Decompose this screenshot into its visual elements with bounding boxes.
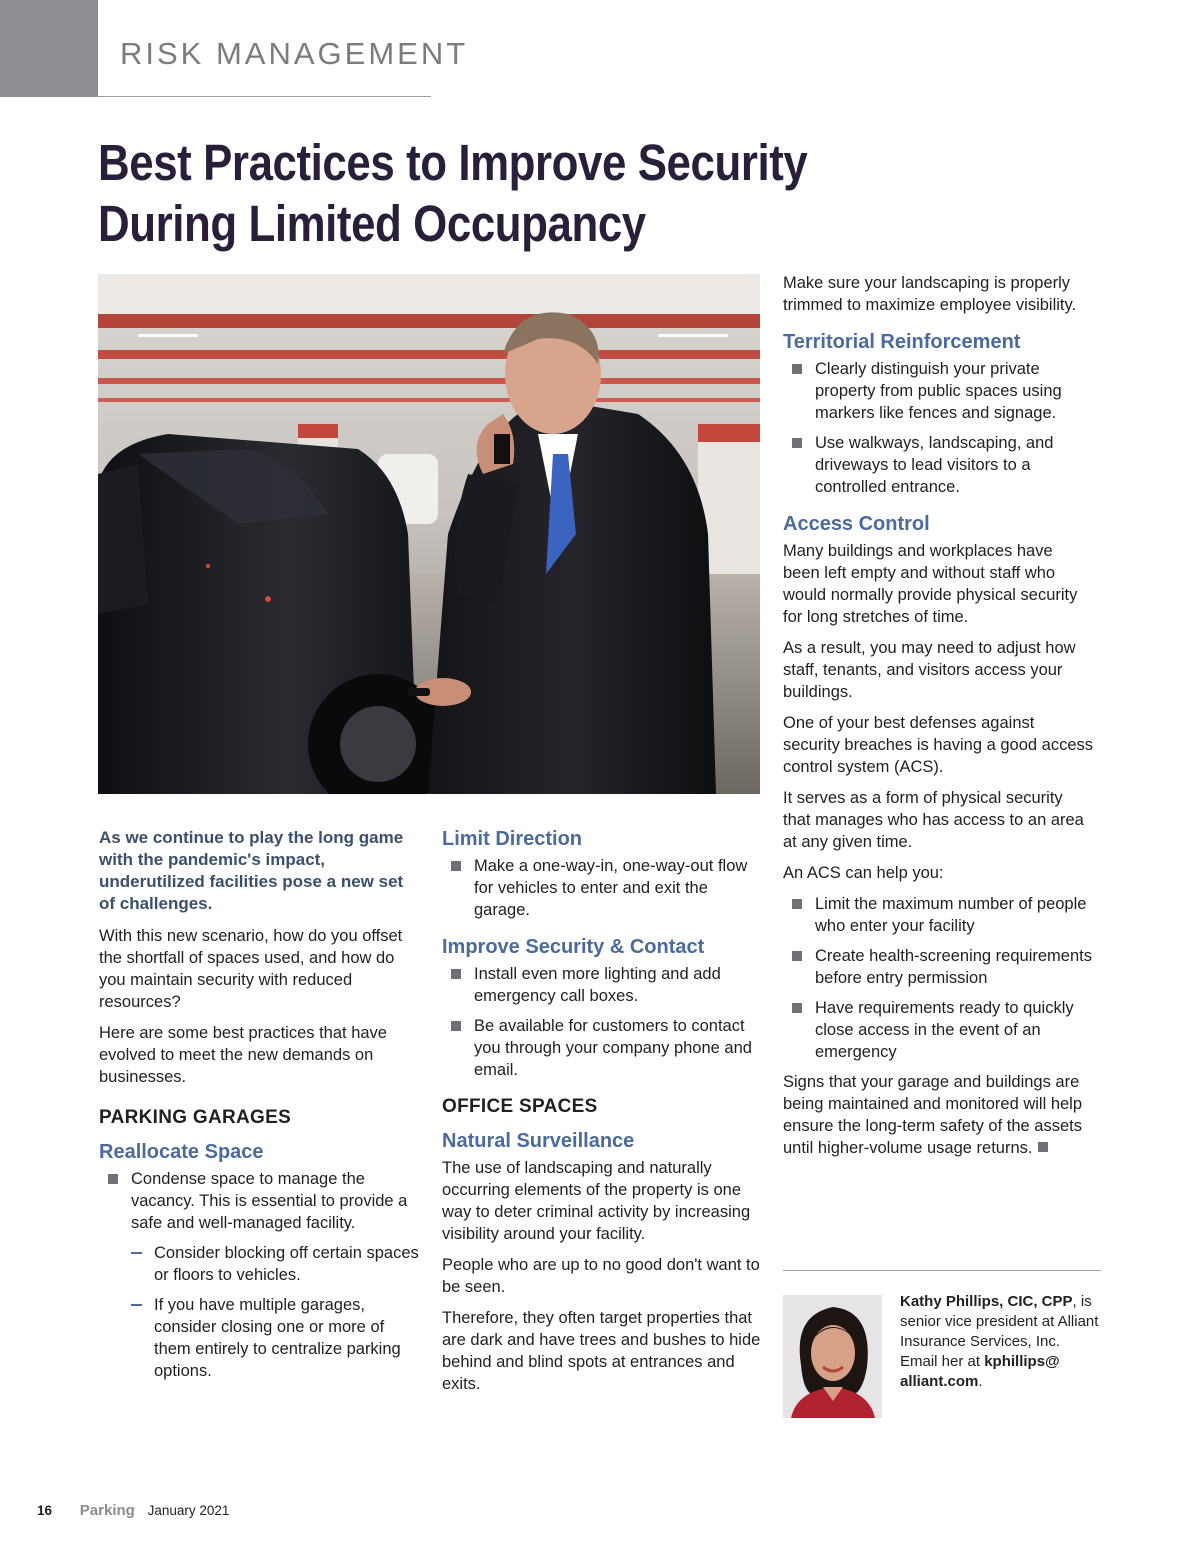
sub-list-item: If you have multiple garages, consider closing one or more of them entirely to centralize parking options. bbox=[131, 1294, 419, 1382]
column-3 bbox=[783, 272, 1093, 1168]
column-2 bbox=[442, 827, 762, 1404]
bullet-square-icon bbox=[451, 861, 461, 871]
bullet-square-icon bbox=[792, 899, 802, 909]
section-label: RISK MANAGEMENT bbox=[120, 36, 469, 71]
access-paragraph-2: As a result, you may need to adjust how staff, tenants, and visitors access your buildings. bbox=[783, 639, 1076, 701]
access-paragraph-5: An ACS can help you: bbox=[783, 864, 944, 882]
natural-paragraph-2: People who are up to no good don't want to be seen. bbox=[442, 1256, 760, 1296]
dash-icon bbox=[131, 1252, 142, 1254]
sub-list bbox=[131, 1242, 419, 1382]
access-control-heading: Access Control bbox=[783, 513, 930, 535]
section-rule bbox=[98, 96, 431, 97]
end-mark-icon bbox=[1038, 1142, 1048, 1152]
issue-date: January 2021 bbox=[147, 1503, 230, 1518]
improve-security-list bbox=[451, 963, 762, 1081]
natural-paragraph-4: Make sure your landscaping is properly trimmed to maximize employee visibility. bbox=[783, 274, 1077, 314]
acs-list bbox=[792, 893, 1093, 1063]
list-item: Create health-screening requirements before entry permission bbox=[792, 945, 1093, 989]
column-1 bbox=[99, 827, 419, 1390]
natural-surveillance-heading: Natural Surveillance bbox=[442, 1130, 635, 1152]
bullet-square-icon bbox=[792, 951, 802, 961]
natural-paragraph-1: The use of landscaping and naturally occurring elements of the property is one way to deter criminal activity by increasing visibility around your facility. bbox=[442, 1159, 751, 1243]
bio-divider bbox=[783, 1270, 1101, 1271]
author-photo bbox=[783, 1295, 882, 1418]
bullet-square-icon bbox=[451, 1021, 461, 1031]
office-spaces-heading: OFFICE SPACES bbox=[442, 1096, 598, 1117]
bullet-square-icon bbox=[792, 438, 802, 448]
section-tab bbox=[0, 0, 98, 97]
list-item: Condense space to manage the vacancy. This is essential to provide a safe and well-managed facility. Consider blocking off certain spaces or floors to vehicles. If you have multiple garages, consider closing one or more of them entirely to centralize parking options. bbox=[108, 1168, 419, 1382]
reallocate-list bbox=[108, 1168, 419, 1382]
author-description: is senior vice president at Alliant Insurance Services, Inc. Email her at bbox=[900, 1293, 1099, 1370]
improve-security-heading: Improve Security & Contact bbox=[442, 936, 705, 958]
limit-direction-list bbox=[451, 855, 762, 921]
limit-direction-heading: Limit Direction bbox=[442, 828, 583, 850]
natural-paragraph-3: Therefore, they often target properties that are dark and have trees and bushes to hide behind and blind spots at entrances and exits. bbox=[442, 1309, 761, 1393]
territorial-reinforcement-heading: Territorial Reinforcement bbox=[783, 331, 1021, 353]
list-item: Make a one-way-in, one-way-out flow for vehicles to enter and exit the garage. bbox=[451, 855, 762, 921]
article-photo bbox=[98, 274, 760, 794]
list-item: Install even more lighting and add emergency call boxes. bbox=[451, 963, 762, 1007]
access-paragraph-4: It serves as a form of physical security that manages who has access to an area at any given time. bbox=[783, 789, 1084, 851]
intro-paragraph-1: With this new scenario, how do you offset the shortfall of spaces used, and how do you maintain security with reduced resources? bbox=[99, 927, 403, 1011]
sub-list-item: Consider blocking off certain spaces or floors to vehicles. bbox=[131, 1242, 419, 1286]
access-paragraph-3: One of your best defenses against security breaches is having a good access control system (ACS). bbox=[783, 714, 1094, 776]
author-bio: Kathy Phillips, CIC, CPP, is senior vice president at Alliant Insurance Services, Inc. Email her at kphillips@ alliant.com. bbox=[900, 1293, 1099, 1390]
page-footer bbox=[37, 1501, 229, 1521]
list-item: Have requirements ready to quickly close access in the event of an emergency bbox=[792, 997, 1093, 1063]
intro-paragraph-2: Here are some best practices that have evolved to meet the new demands on businesses. bbox=[99, 1024, 387, 1086]
territorial-list bbox=[792, 358, 1093, 498]
closing-paragraph: Signs that your garage and buildings are being maintained and monitored will help ensure the long-term safety of the assets until higher-volume usage returns. bbox=[783, 1073, 1083, 1157]
bullet-square-icon bbox=[451, 969, 461, 979]
magazine-name: Parking bbox=[79, 1502, 135, 1519]
article-title bbox=[98, 132, 808, 254]
author-name: Kathy Phillips, CIC, CPP bbox=[900, 1293, 1073, 1310]
title-line-1: Best Practices to Improve Security bbox=[98, 134, 808, 191]
author-email[interactable]: kphillips@ alliant.com bbox=[900, 1353, 1060, 1390]
page-number: 16 bbox=[37, 1503, 53, 1518]
access-paragraph-1: Many buildings and workplaces have been left empty and without staff who would normally provide physical security for long stretches of time. bbox=[783, 542, 1078, 626]
list-item: Use walkways, landscaping, and driveways to lead visitors to a controlled entrance. bbox=[792, 432, 1093, 498]
bullet-square-icon bbox=[108, 1174, 118, 1184]
bullet-square-icon bbox=[792, 364, 802, 374]
dash-icon bbox=[131, 1304, 142, 1306]
parking-garages-heading: PARKING GARAGES bbox=[99, 1107, 292, 1128]
title-line-2: During Limited Occupancy bbox=[98, 195, 646, 252]
list-item: Be available for customers to contact you through your company phone and email. bbox=[451, 1015, 762, 1081]
lead-paragraph: As we continue to play the long game with the pandemic's impact, underutilized facilities pose a new set of challenges. bbox=[99, 828, 404, 913]
list-item: Clearly distinguish your private property from public spaces using markers like fences and signage. bbox=[792, 358, 1093, 424]
reallocate-space-heading: Reallocate Space bbox=[99, 1141, 264, 1163]
list-item: Limit the maximum number of people who enter your facility bbox=[792, 893, 1093, 937]
bullet-square-icon bbox=[792, 1003, 802, 1013]
